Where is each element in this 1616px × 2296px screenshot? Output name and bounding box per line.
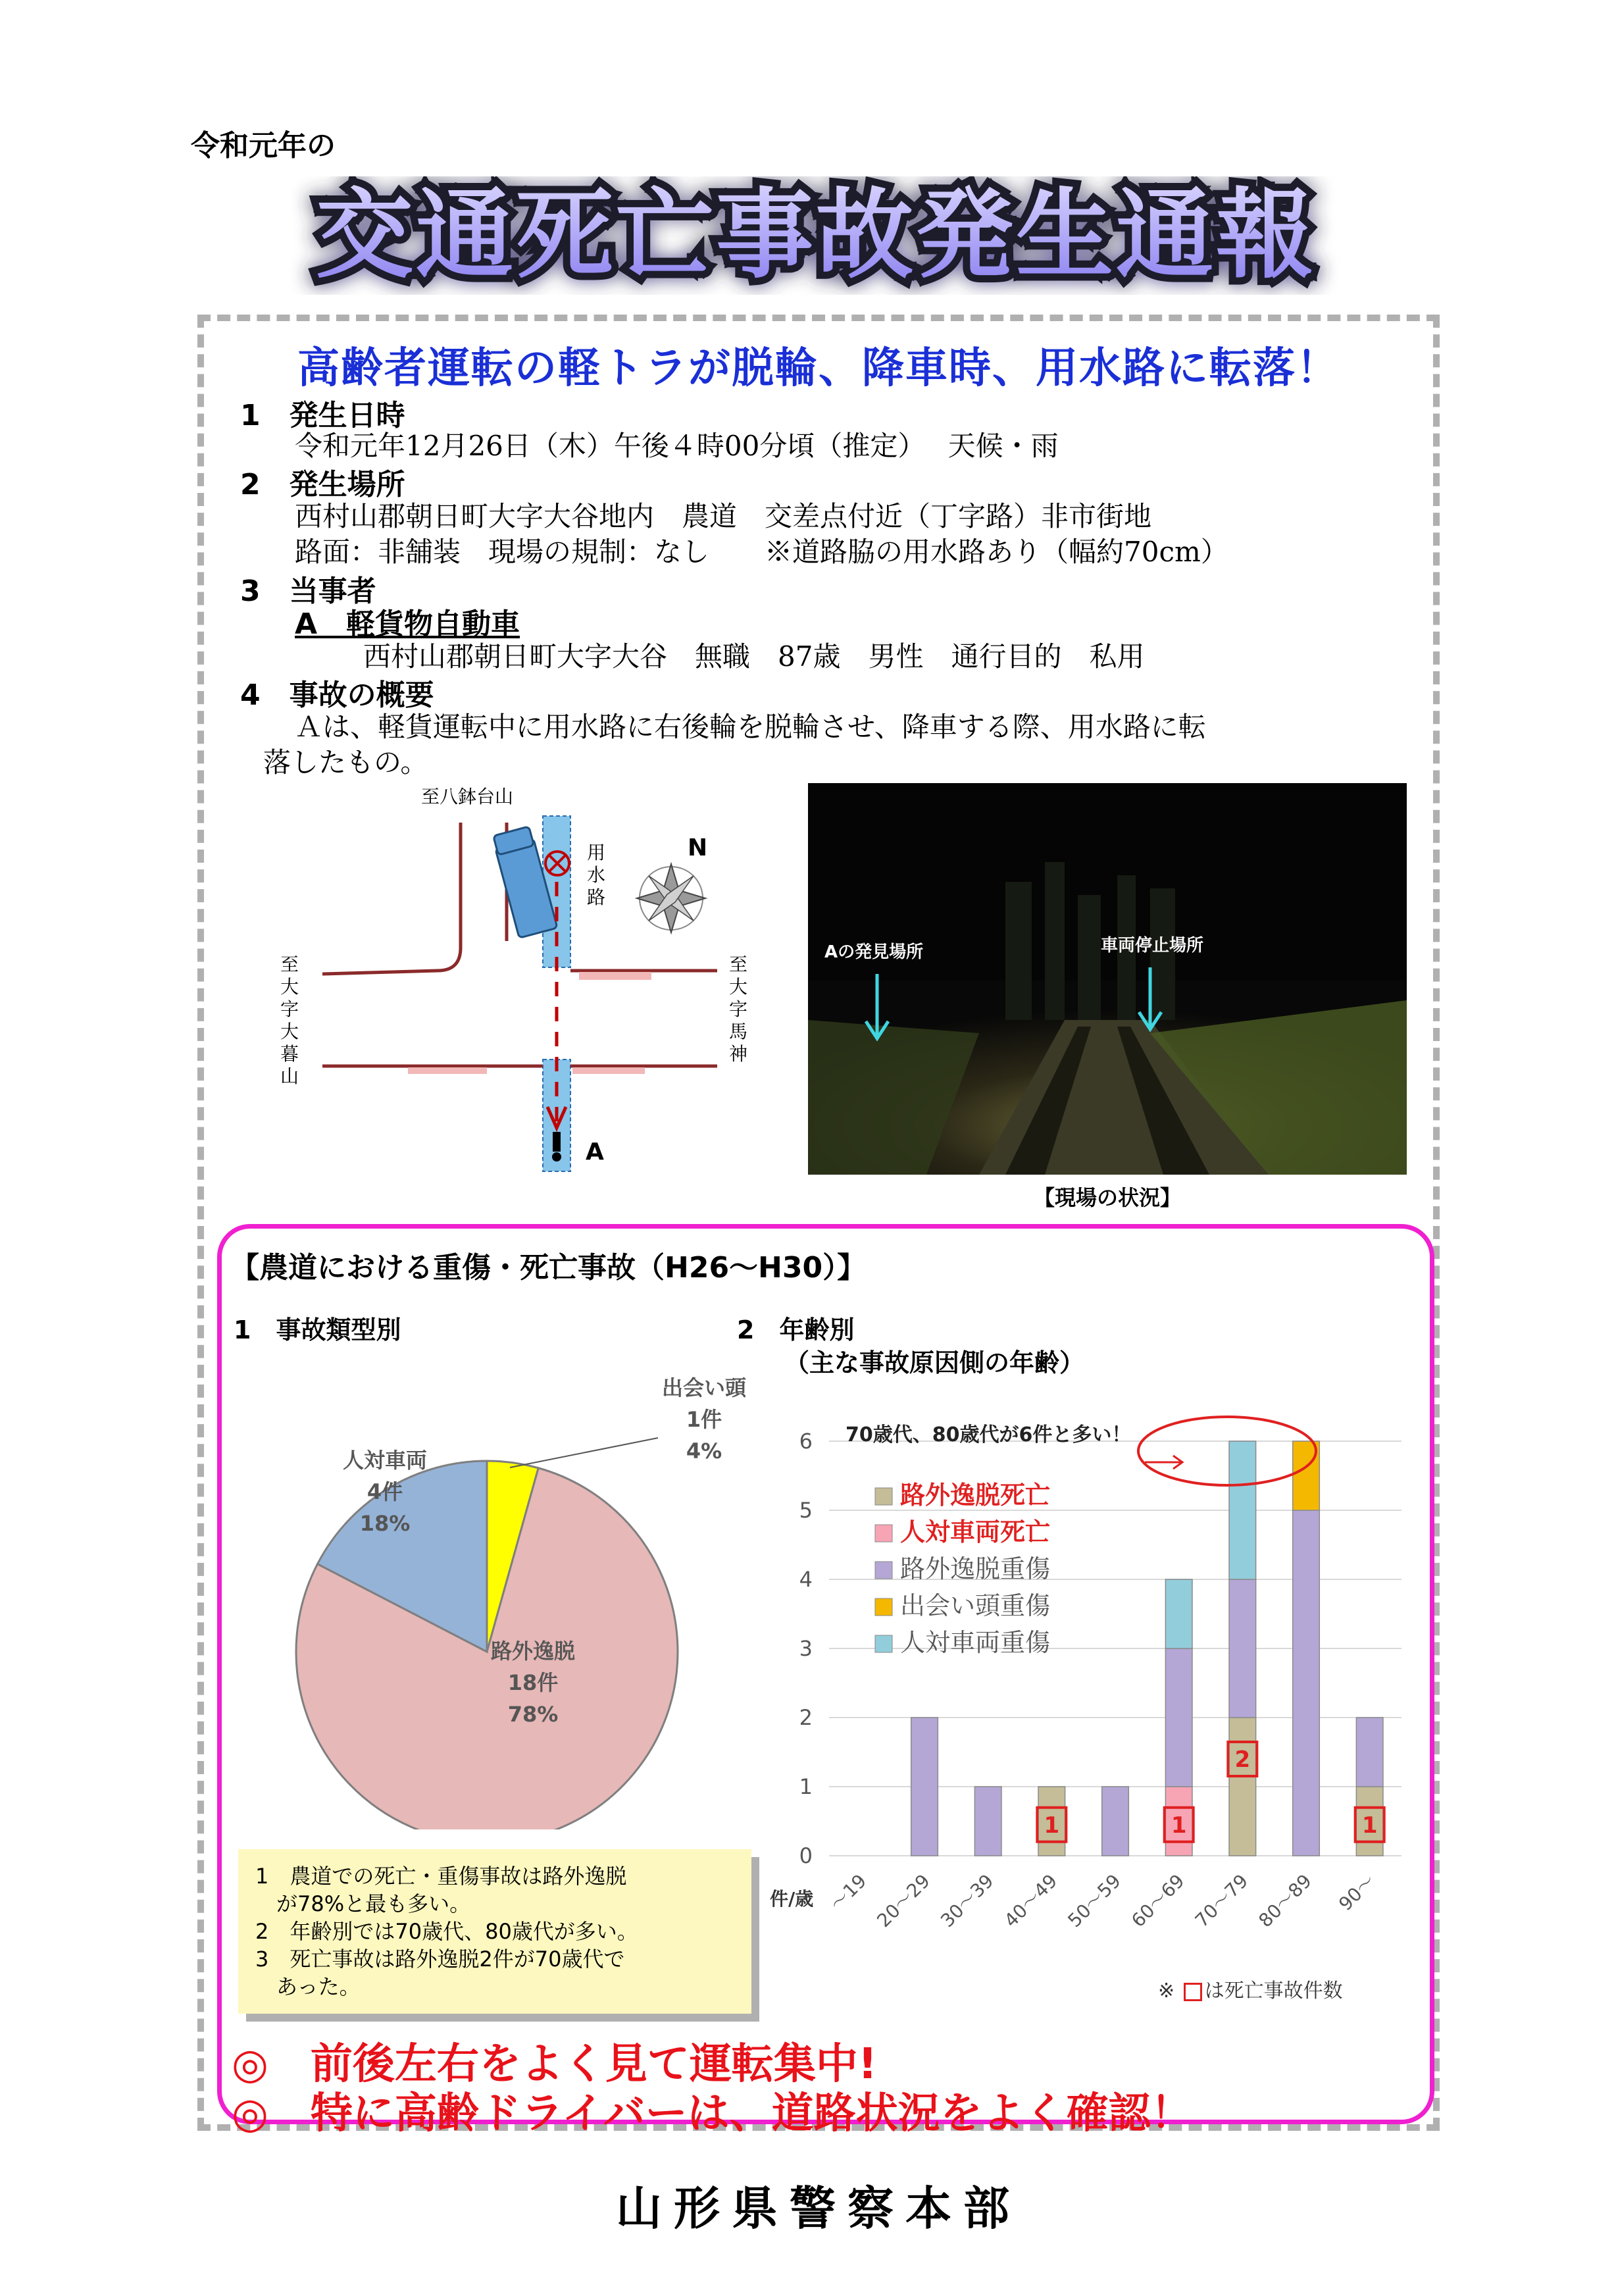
bar-segment: [1165, 1579, 1192, 1648]
compass-north-label: N: [688, 834, 708, 861]
summary-line: 1 農道での死亡・重傷事故は路外逸脱: [255, 1864, 627, 1889]
section-1-text: 令和元年12月26日（木）午後４時00分頃（推定） 天候・雨: [295, 430, 1059, 462]
legend-label: 人対車両死亡: [900, 1518, 1051, 1546]
y-tick-label: 1: [799, 1774, 813, 1799]
bar-chart-subtitle: （主な事故原因側の年齢）: [784, 1348, 1085, 1377]
compass-icon: [637, 864, 705, 932]
legend-label: 人対車両重傷: [900, 1628, 1051, 1657]
road-label-north: 至八鉢台山: [420, 786, 514, 807]
section-2-line2: 路面：非舗装 現場の規制：なし ※道路脇の用水路あり（幅約70cm）: [295, 536, 1228, 568]
y-tick-label: 6: [799, 1429, 813, 1454]
bar-segment: [1356, 1718, 1383, 1787]
pie-label: 18件: [507, 1670, 559, 1695]
bar-segment: [1102, 1787, 1129, 1856]
legend-swatch: [875, 1635, 892, 1652]
y-tick-label: 5: [799, 1498, 813, 1523]
pie-label: 人対車両: [342, 1448, 428, 1473]
scene-photo: [808, 783, 1407, 1175]
bar-segment: [1165, 1648, 1192, 1787]
x-tick-label: 60～69: [1127, 1870, 1189, 1932]
x-tick-label: 70～79: [1190, 1870, 1253, 1932]
section-4-title: 4 事故の概要: [240, 678, 434, 712]
road-label-east: 至大字馬神: [728, 954, 748, 1065]
pie-label: 4%: [686, 1439, 722, 1464]
road-edge-northwest: [322, 823, 461, 974]
fatal-count-label: 2: [1234, 1747, 1251, 1773]
banner-title: [197, 176, 1434, 295]
banner-text: 交通死亡事故発生通報: [316, 178, 1316, 292]
bar-callout: 70歳代、80歳代が6件と多い！: [846, 1423, 1132, 1446]
ditch-hatch-3: [572, 1067, 645, 1074]
headline: 高齢者運転の軽トラが脱輪、降車時、用水路に転落！: [297, 344, 1340, 393]
accident-diagram: [263, 783, 750, 1178]
pie-label: 18%: [359, 1511, 411, 1536]
legend-label: 路外逸脱死亡: [900, 1481, 1051, 1510]
x-tick-label: ～19: [825, 1870, 871, 1915]
slogan-line-2: ◎ 特に高齢ドライバーは、道路状況をよく確認！: [232, 2089, 1193, 2138]
section-4-line1: Ａは、軽貨運転中に用水路に右後輪を脱輪させ、降車する際、用水路に転: [295, 711, 1206, 743]
fatal-count-label: 1: [1361, 1812, 1378, 1839]
legend-label: 路外逸脱重傷: [900, 1554, 1051, 1583]
note-suffix: は死亡事故件数: [1204, 1979, 1343, 2003]
legend-swatch: [875, 1598, 892, 1616]
legend-swatch: [875, 1562, 892, 1579]
pie-chart-title: 1 事故類型別: [234, 1315, 401, 1344]
y-tick-label: 2: [799, 1705, 813, 1730]
legend-swatch: [875, 1488, 892, 1505]
x-tick-label: 90～: [1334, 1870, 1380, 1915]
ditch-hatch-1: [579, 972, 651, 980]
pie-label: 出会い頭: [661, 1375, 747, 1400]
fatal-square-icon: [1184, 1983, 1202, 2001]
summary-box: [238, 1849, 751, 2014]
summary-line: あった。: [255, 1974, 361, 1999]
pie-chart: [250, 1369, 750, 1829]
fatal-count-label: 1: [1171, 1812, 1187, 1839]
road-label-west: 至大字大暮山: [280, 954, 299, 1087]
footer-organization: 山形県警察本部: [616, 2181, 1021, 2235]
bar-segment: [1229, 1718, 1256, 1856]
x-tick-label: 30～39: [936, 1870, 998, 1932]
party-a-marker: A: [586, 1138, 604, 1165]
section-4-line2: 落したもの。: [263, 746, 428, 778]
canal-label: 用水路: [587, 842, 606, 908]
ditch-hatch-2: [408, 1067, 487, 1074]
callout-ellipse: [1138, 1417, 1316, 1485]
axis-unit-label: 件/歳: [770, 1888, 814, 1910]
summary-line: が78%と最も多い。: [255, 1891, 471, 1916]
bar-segment: [974, 1787, 1001, 1856]
section-2-line1: 西村山郡朝日町大字大谷地内 農道 交差点付近（丁字路）非市街地: [295, 500, 1152, 532]
legend-label: 出会い頭重傷: [900, 1591, 1051, 1620]
bar-segment: [1293, 1510, 1320, 1856]
photo-label-found: Aの発見場所: [824, 942, 924, 962]
pie-label: 1件: [686, 1407, 722, 1432]
fatal-note: [1158, 1974, 1343, 2003]
y-tick-label: 3: [799, 1636, 813, 1661]
y-tick-label: 4: [799, 1567, 813, 1592]
bar-segment: [1229, 1441, 1256, 1579]
bar-chart: [757, 1389, 1421, 1968]
pie-leader-line: [510, 1438, 658, 1467]
stats-box-title: 【農道における重傷・死亡事故（H26～H30）】: [230, 1251, 867, 1285]
slogan-line-1: ◎ 前後左右をよく見て運転集中!: [232, 2040, 878, 2089]
photo-caption: 【現場の状況】: [1033, 1185, 1181, 1210]
y-tick-label: 0: [799, 1843, 813, 1868]
x-tick-label: 20～29: [872, 1870, 934, 1932]
bar-segment: [1229, 1579, 1256, 1718]
x-tick-label: 50～59: [1063, 1870, 1125, 1932]
pie-label: 78%: [507, 1702, 559, 1727]
summary-line: 2 年齢別では70歳代、80歳代が多い。: [255, 1919, 638, 1944]
summary-line: 3 死亡事故は路外逸脱2件が70歳代で: [255, 1947, 625, 1972]
x-tick-label: 80～89: [1254, 1870, 1316, 1932]
bar-segment: [911, 1718, 938, 1856]
fatal-count-label: 1: [1044, 1812, 1060, 1839]
legend-swatch: [875, 1525, 892, 1542]
note-prefix: ※: [1158, 1979, 1175, 2003]
pie-label: 路外逸脱: [490, 1639, 576, 1664]
section-3-title: 3 当事者: [240, 574, 376, 608]
party-a-detail: 西村山郡朝日町大字大谷 無職 87歳 男性 通行目的 私用: [363, 640, 1145, 673]
party-a-vehicle: A 軽貨物自動車: [295, 607, 520, 641]
person-icon: [552, 1132, 561, 1161]
photo-label-stop: 車両停止場所: [1101, 936, 1204, 956]
pre-title: 令和元年の: [191, 129, 336, 163]
section-2-title: 2 発生場所: [240, 468, 405, 501]
pie-label: 4件: [366, 1479, 403, 1504]
section-1-title: 1 発生日時: [240, 399, 405, 432]
bar-chart-title: 2 年齢別: [737, 1315, 855, 1344]
x-tick-label: 40～49: [999, 1870, 1062, 1932]
